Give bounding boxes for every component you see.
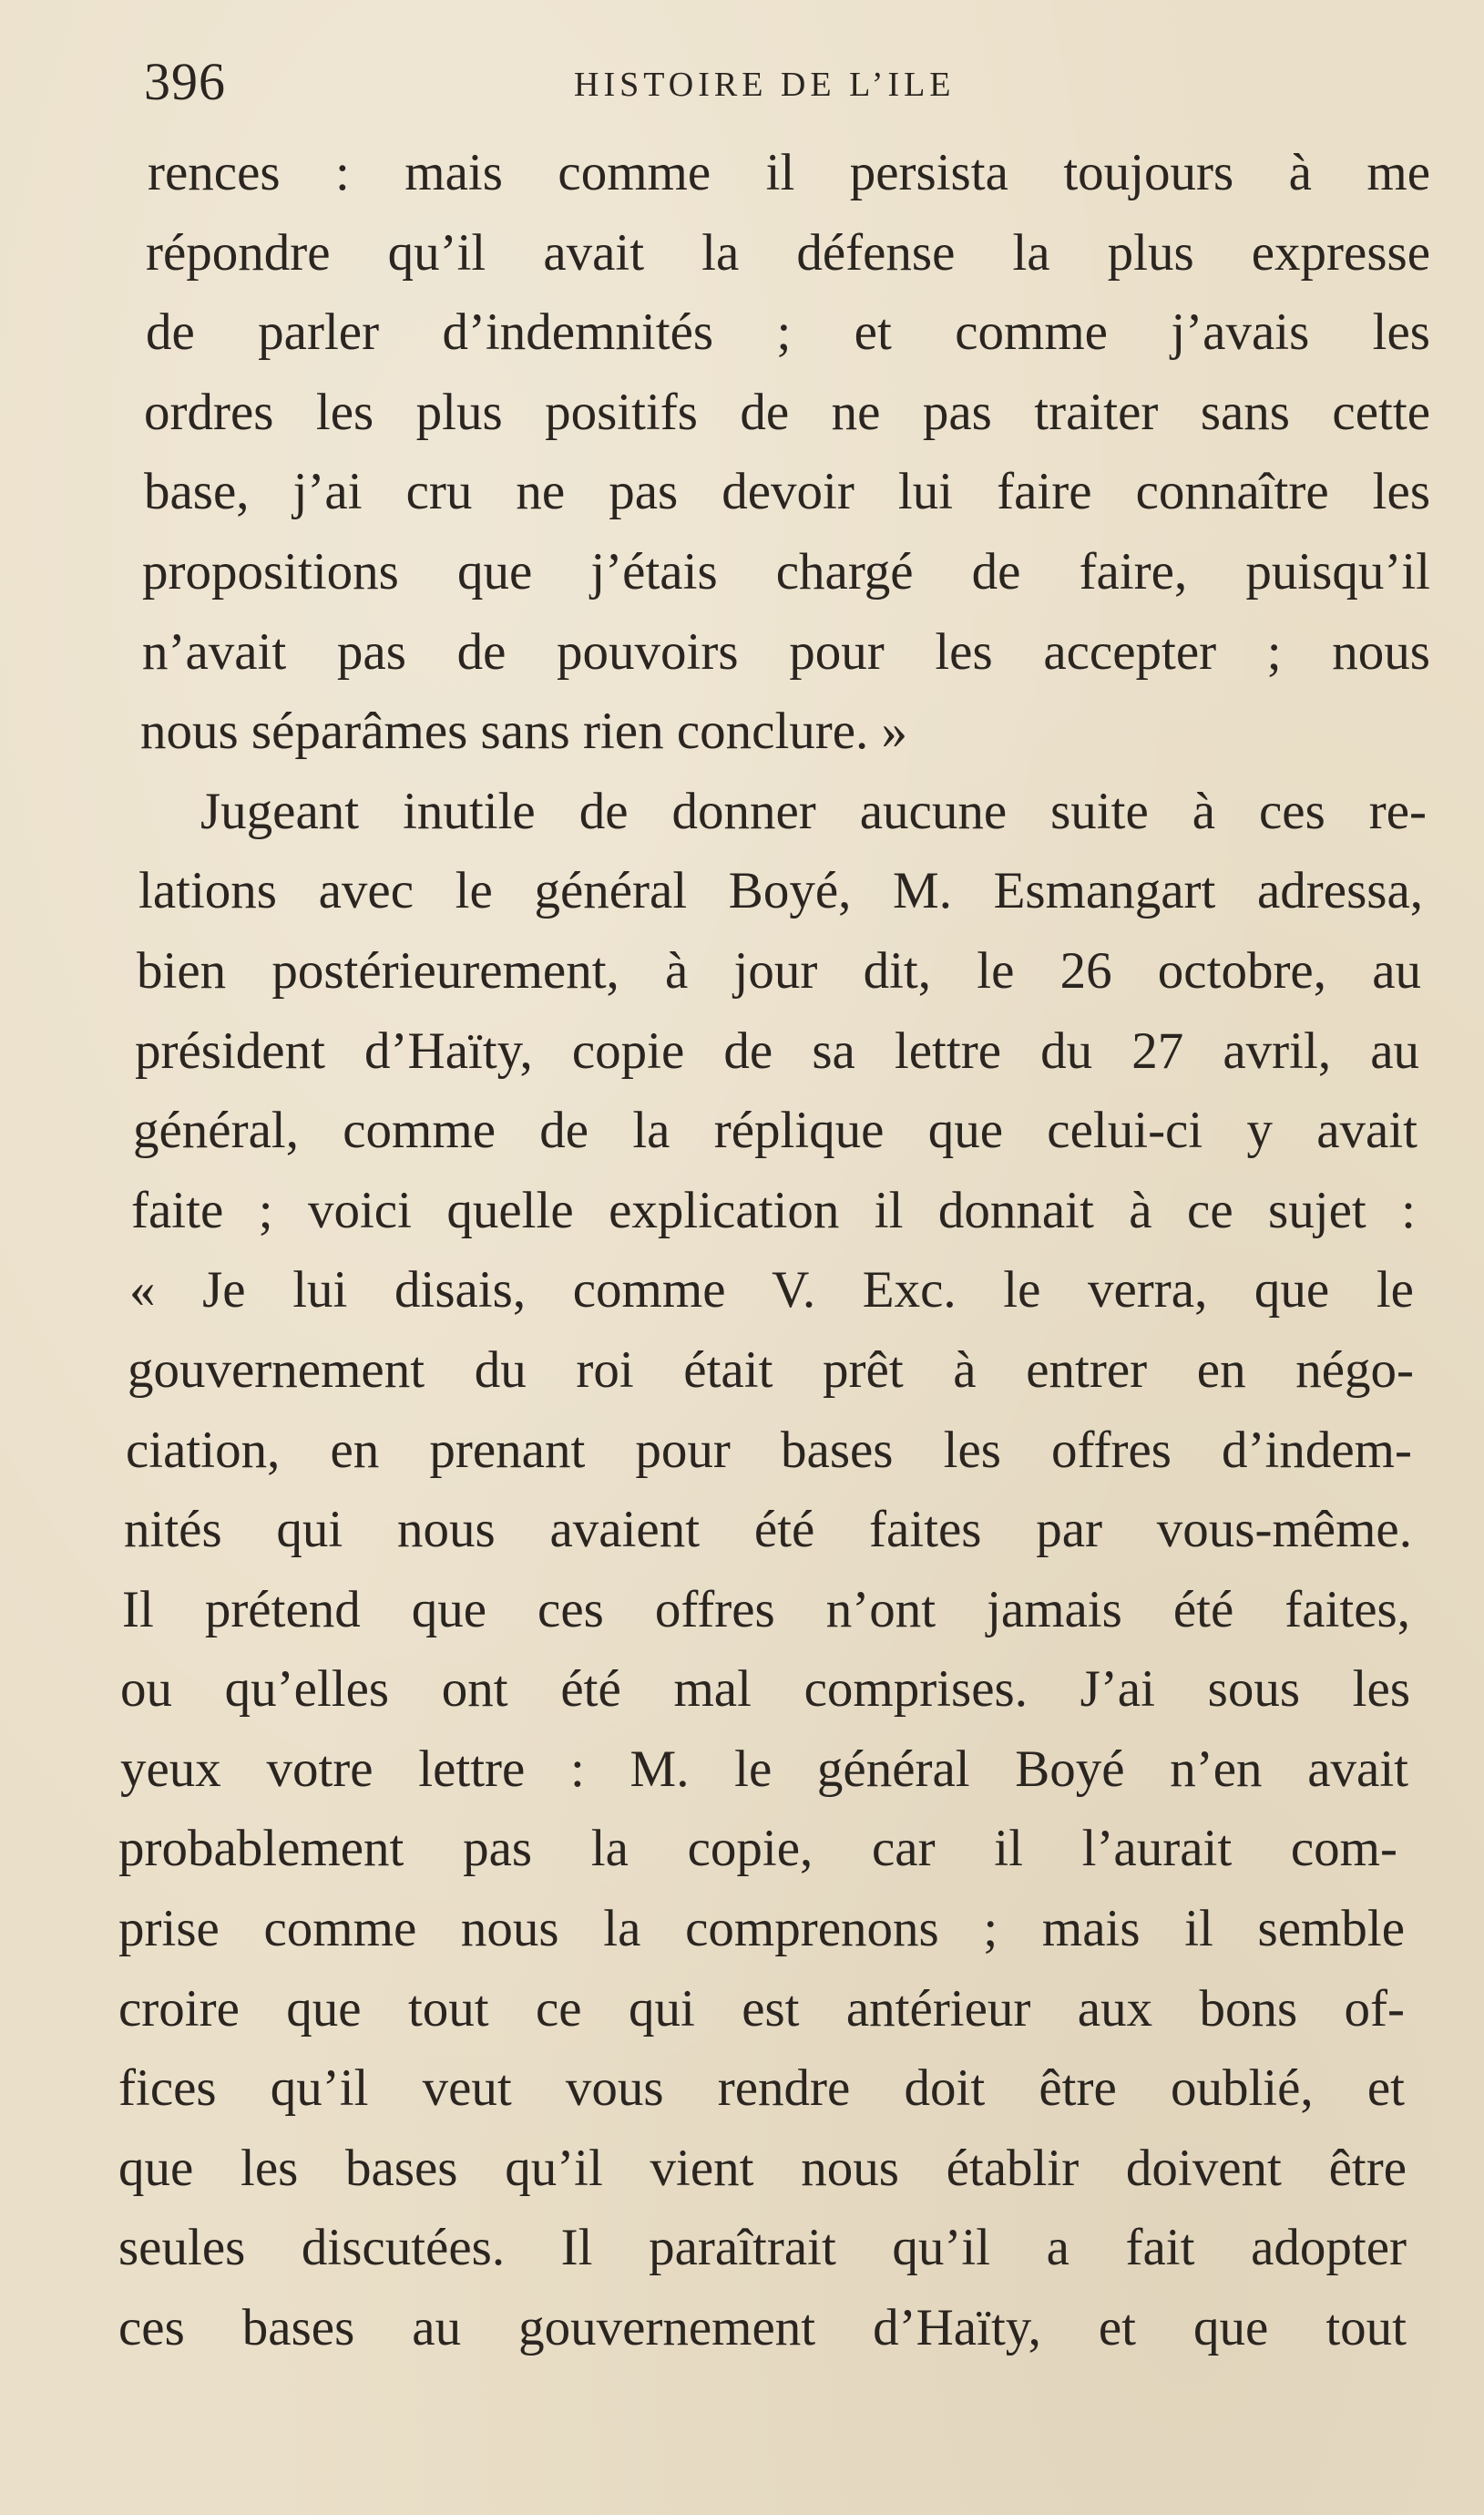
running-title: HISTOIRE DE L’ILE — [574, 66, 956, 104]
text-line: lations avec le général Boyé, M. Esmangart adressa, — [138, 862, 1423, 920]
text-line: croire que tout ce qui est antérieur aux bons of- — [118, 1979, 1405, 2038]
text-line: ou qu’elles ont été mal comprises. J’ai sous les — [120, 1660, 1410, 1719]
text-line: de parler d’indemnités ; et comme j’avais les — [146, 303, 1430, 362]
text-line: n’avait pas de pouvoirs pour les accepter ; nous — [142, 622, 1430, 681]
text-line: ciation, en prenant pour bases les offres d’indem- — [126, 1421, 1412, 1479]
text-line: que les bases qu’il vient nous établir doivent être — [118, 2139, 1407, 2197]
text-line: président d’Haïty, copie de sa lettre du 27 avril, au — [135, 1021, 1419, 1080]
text-line: ordres les plus positifs de ne pas traiter sans cette — [144, 383, 1430, 441]
body-text — [118, 133, 1430, 2368]
text-line: probablement pas la copie, car il l’aurait com- — [118, 1820, 1397, 1878]
page-number: 396 — [144, 52, 226, 111]
text-line: fices qu’il veut vous rendre doit être oublié, et — [118, 2059, 1405, 2118]
text-line: gouvernement du roi était prêt à entrer en négo- — [128, 1340, 1414, 1399]
text-line: Il prétend que ces offres n’ont jamais été faites, — [122, 1580, 1410, 1638]
text-line: général, comme de la réplique que celui-ci y avait — [133, 1102, 1417, 1160]
text-line: « Je lui disais, comme V. Exc. le verra, que le — [129, 1261, 1414, 1319]
text-line: Jugeant inutile de donner aucune suite à ces re- — [200, 782, 1427, 840]
text-line: bien postérieurement, à jour dit, le 26 octobre, au — [137, 941, 1421, 1000]
text-line: nités qui nous avaient été faites par vous-même. — [124, 1501, 1412, 1559]
text-line: seules discutées. Il paraîtrait qu’il a fait adopter — [118, 2219, 1407, 2277]
text-line: répondre qu’il avait la défense la plus expresse — [146, 223, 1430, 282]
text-line: yeux votre lettre : M. le général Boyé n’en avait — [120, 1740, 1408, 1798]
text-line: ces bases au gouvernement d’Haïty, et que tout — [118, 2299, 1407, 2357]
text-line: faite ; voici quelle explication il donnait à ce sujet : — [131, 1181, 1416, 1239]
text-line: nous séparâmes sans rien conclure. » — [140, 703, 908, 761]
text-line: propositions que j’étais chargé de faire, puisqu’il — [142, 542, 1430, 601]
text-line: prise comme nous la comprenons ; mais il semble — [118, 1900, 1405, 1958]
text-line: base, j’ai cru ne pas devoir lui faire connaître les — [144, 463, 1430, 521]
text-line: rences : mais comme il persista toujours à me — [148, 144, 1430, 201]
page-header — [144, 46, 1419, 118]
